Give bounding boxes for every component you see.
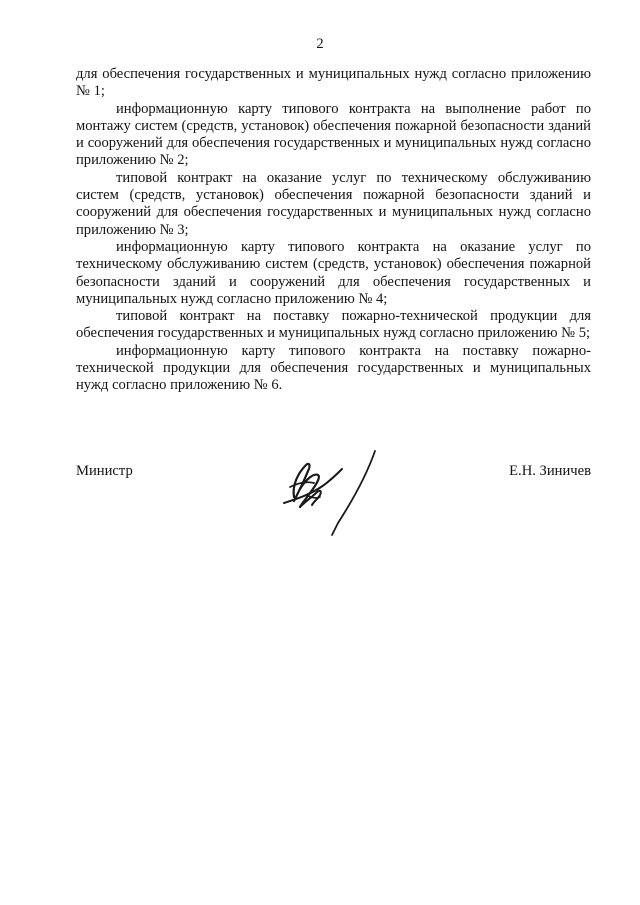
paragraph-appendix-6: информационную карту типового контракта на поставку пожарно-технической продукции для обеспечения государственных и муниципальных нужд согласно приложению № 6. (76, 342, 591, 394)
signatory-title: Министр (76, 463, 133, 479)
paragraph-appendix-4: информационную карту типового контракта на оказание услуг по техническому обслуживанию систем (средств, установок) обеспечения пожарной безопасности зданий и сооружений для обеспечения государственных и муниципальных нужд согласно приложению № 4; (76, 238, 591, 307)
paragraph-continuation: для обеспечения государственных и муниципальных нужд согласно приложению № 1; (76, 66, 591, 100)
paragraph-appendix-5: типовой контракт на поставку пожарно-технической продукции для обеспечения государственных и муниципальных нужд согласно приложению № 5; (76, 308, 591, 342)
signatory-name: Е.Н. Зиничев (509, 463, 591, 479)
paragraph-appendix-2: информационную карту типового контракта на выполнение работ по монтажу систем (средств, установок) обеспечения пожарной безопасности зданий и сооружений для обеспечения государственных и муниципальных нужд согласно приложению № 2; (76, 100, 591, 169)
handwritten-signature (276, 449, 386, 539)
paragraph-appendix-3: типовой контракт на оказание услуг по техническому обслуживанию систем (средств, установок) обеспечения пожарной безопасности зданий и сооружений для обеспечения государственных и муниципальных нужд согласно приложению № 3; (76, 169, 591, 238)
signature-block (76, 463, 591, 543)
page-number: 2 (316, 36, 324, 52)
document-body (76, 66, 591, 395)
